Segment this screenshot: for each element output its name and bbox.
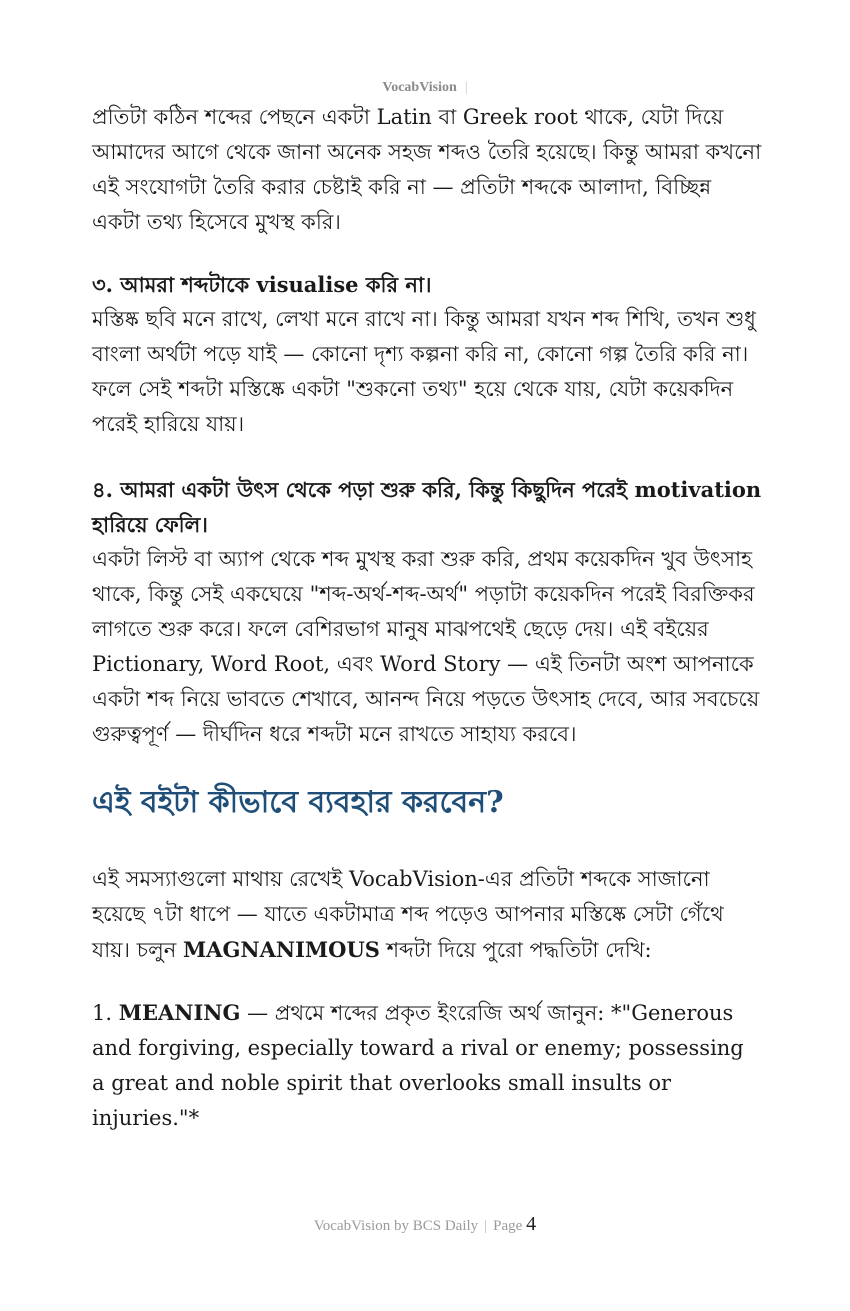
paragraph-motivation: একটা লিস্ট বা অ্যাপ থেকে শব্দ মুখস্থ করা শুরু করি, প্রথম কয়েকদিন খুব উৎসাহ থাকে, কিন্তু সেই একঘেয়ে "শব্দ-অর্থ-শব্দ-অর্থ" পড়াটা কয়েকদিন পরেই বিরক্তিকর লাগতে শুরু করে। ফলে বেশিরভাগ মানুষ মাঝপথেই ছেড়ে দেয়। এই বইয়ের Pictionary, Word Root, এবং Word Story — এই তিনটা অংশ আপনাকে একটা শব্দ নিয়ে ভাবতে শেখাবে, আনন্দ নিয়ে পড়তে উৎসাহ দেবে, আর সবচেয়ে গুরুত্বপূর্ণ — দীর্ঘদিন ধরে শব্দটা মনে রাখতে সাহায্য করবে। [92,547,760,746]
step-1-meaning [92,995,762,1136]
section-title: এই বইটা কীভাবে ব্যবহার করবেন? [92,785,504,820]
header-separator: | [464,80,468,95]
footer-text: VocabVision by BCS Daily [313,1218,479,1234]
page-label: Page [493,1218,523,1234]
page-number: 4 [526,1213,537,1235]
example-word: MAGNANIMOUS [182,937,380,962]
page-content [92,100,762,1136]
paragraph-method-intro [92,862,762,968]
header-title: VocabVision [382,80,457,95]
method-intro-text: এই সমস্যাগুলো মাথায় রেখেই VocabVision-এর প্রতিটা শব্দকে সাজানো হয়েছে ৭টা ধাপে — যাতে একটামাত্র শব্দ পড়েও আপনার মস্তিষ্কে সেটা গেঁথে যায়। চলুন [92,867,724,962]
paragraph-word-root: প্রতিটা কঠিন শব্দের পেছনে একটা Latin বা Greek root থাকে, যেটা দিয়ে আমাদের আগে থেকে জানা অনেক সহজ শব্দও তৈরি হয়েছে। কিন্তু আমরা কখনো এই সংযোগটা তৈরি করার চেষ্টাই করি না — প্রতিটা শব্দকে আলাদা, বিচ্ছিন্ন একটা তথ্য হিসেবে মুখস্থ করি। [92,105,762,234]
step-number: 1. [92,1001,119,1025]
step-label: MEANING [118,1000,241,1025]
step-definition: — প্রথমে শব্দের প্রকৃত ইংরেজি অর্থ জানুন: *"Generous and forgiving, especially toward a rival or enemy; possessing a great and noble spirit that overlooks small insults or injuries."* [92,1001,744,1130]
running-header [0,80,850,96]
paragraph-visualise: মস্তিষ্ক ছবি মনে রাখে, লেখা মনে রাখে না। কিন্তু আমরা যখন শব্দ শিখি, তখন শুধু বাংলা অর্থটা পড়ে যাই — কোনো দৃশ্য কল্পনা করি না, কোনো গল্প তৈরি করি না। ফলে সেই শব্দটা মস্তিষ্কে একটা "শুকনো তথ্য" হয়ে থেকে যায়, যেটা কয়েকদিন পরেই হারিয়ে যায়। [92,307,756,436]
page-footer [0,1213,850,1236]
point-3-heading: ৩. আমরা শব্দটাকে visualise করি না। [92,272,432,297]
point-4-heading: ৪. আমরা একটা উৎস থেকে পড়া শুরু করি, কিন্তু কিছুদিন পরেই motivation হারিয়ে ফেলি। [92,477,762,537]
method-intro-tail: শব্দটা দিয়ে পুরো পদ্ধতিটা দেখি: [379,938,652,962]
footer-separator: | [484,1218,488,1234]
